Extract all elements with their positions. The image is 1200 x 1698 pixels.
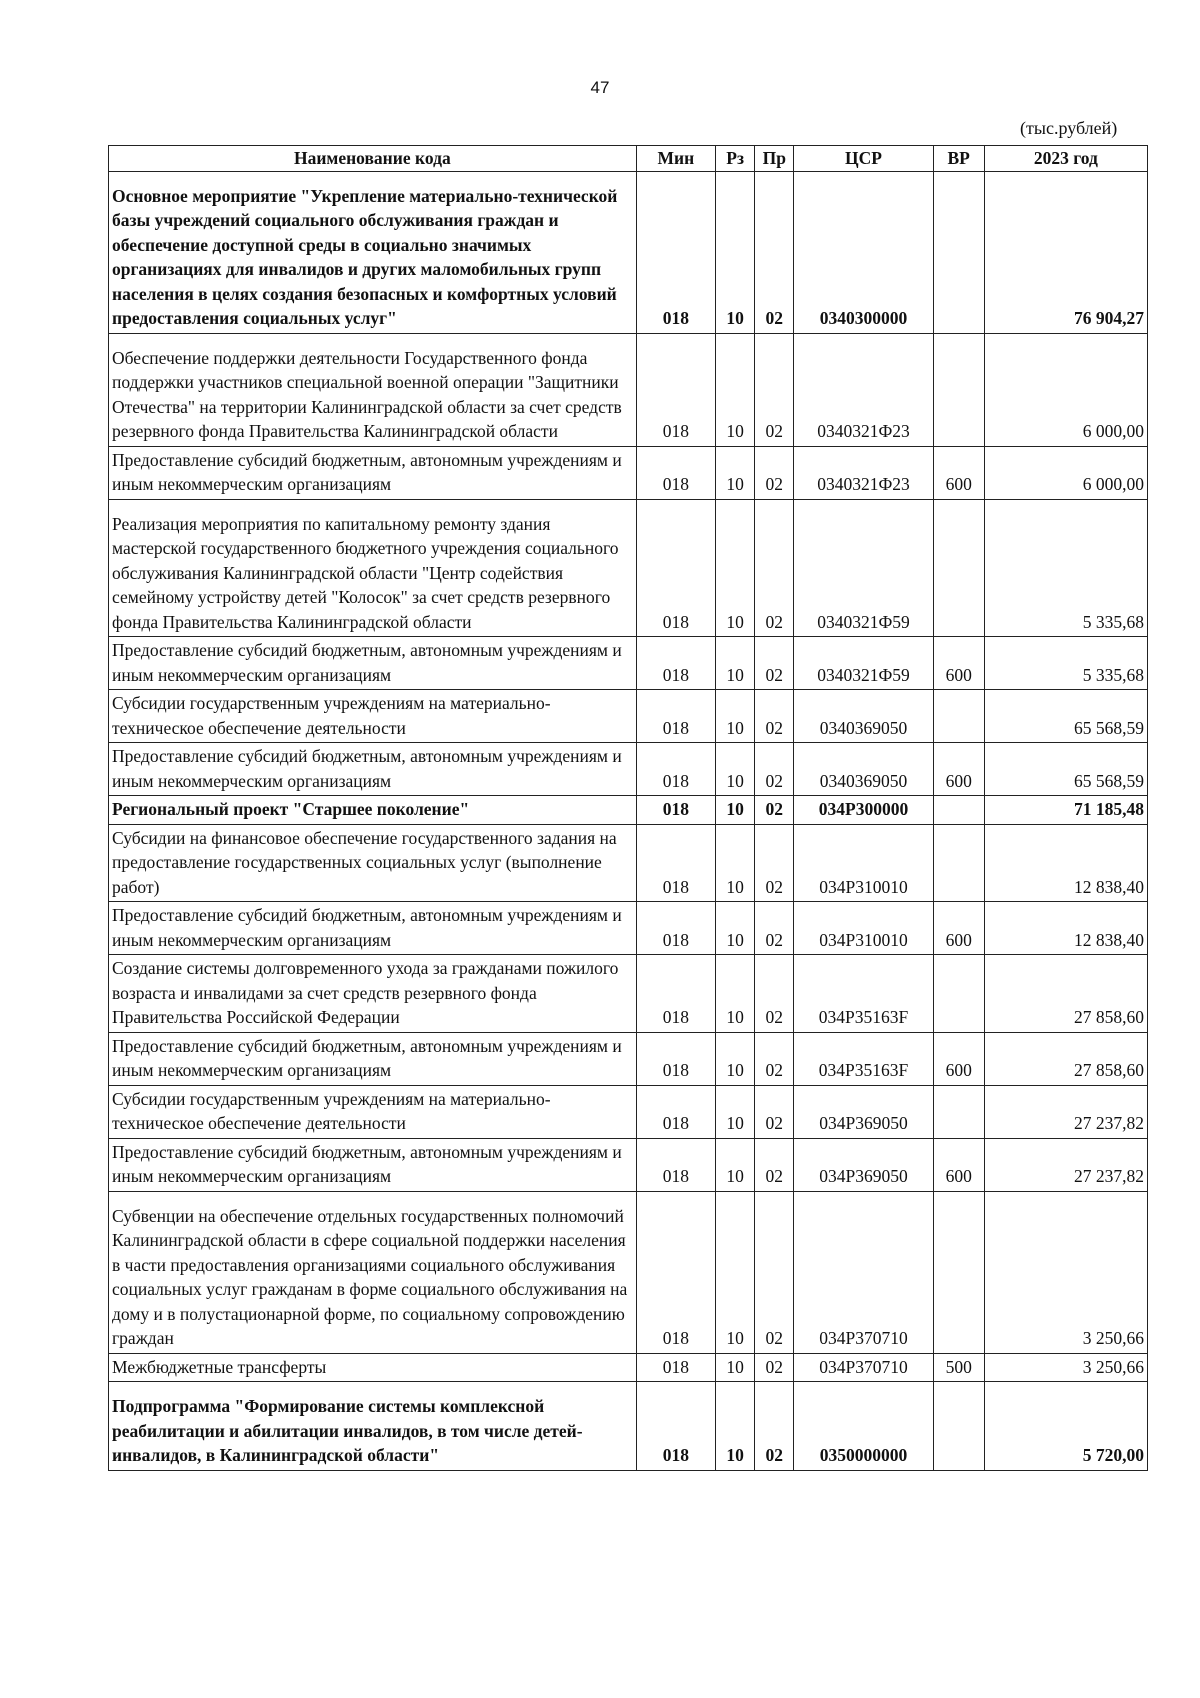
row-min: 018 [636,902,715,955]
row-pr: 02 [755,743,794,796]
row-pr: 02 [755,171,794,333]
row-rz: 10 [716,796,755,825]
row-csr: 034P310010 [794,902,933,955]
row-name: Предоставление субсидий бюджетным, автономным учреждениям и иным некоммерческим организациям [109,902,637,955]
row-min: 018 [636,1382,715,1471]
header-vr: ВР [933,146,984,172]
table-row [109,1138,1148,1191]
row-rz: 10 [716,1353,755,1382]
row-name: Региональный проект "Старшее поколение" [109,796,637,825]
table-header-row [109,146,1148,172]
header-csr: ЦСР [794,146,933,172]
header-year: 2023 год [984,146,1147,172]
table-row [109,690,1148,743]
row-pr: 02 [755,955,794,1033]
row-min: 018 [636,1032,715,1085]
row-name: Основное мероприятие "Укрепление материально-технической базы учреждений социального обслуживания граждан и обеспечение доступной среды в социально значимых организациях для инвалидов и других маломобильных групп населения в целях создания безопасных и комфортных условий предоставления социальных услуг" [109,171,637,333]
row-csr: 034P35163F [794,955,933,1033]
row-rz: 10 [716,333,755,446]
table-row [109,637,1148,690]
row-amount: 71 185,48 [984,796,1147,825]
row-amount: 12 838,40 [984,902,1147,955]
row-pr: 02 [755,1191,794,1353]
row-min: 018 [636,690,715,743]
row-csr: 0340300000 [794,171,933,333]
row-vr: 600 [933,1138,984,1191]
table-row [109,743,1148,796]
header-pr: Пр [755,146,794,172]
row-min: 018 [636,955,715,1033]
row-rz: 10 [716,690,755,743]
row-pr: 02 [755,902,794,955]
row-amount: 5 720,00 [984,1382,1147,1471]
row-pr: 02 [755,796,794,825]
row-min: 018 [636,637,715,690]
row-csr: 034P35163F [794,1032,933,1085]
table-row [109,902,1148,955]
row-name: Субсидии государственным учреждениям на материально-техническое обеспечение деятельности [109,690,637,743]
row-pr: 02 [755,1085,794,1138]
row-pr: 02 [755,637,794,690]
row-name: Предоставление субсидий бюджетным, автономным учреждениям и иным некоммерческим организациям [109,1032,637,1085]
row-amount: 6 000,00 [984,446,1147,499]
header-rz: Рз [716,146,755,172]
row-min: 018 [636,1085,715,1138]
table-row [109,796,1148,825]
row-min: 018 [636,1191,715,1353]
row-csr: 0340321Ф23 [794,333,933,446]
row-csr: 034P300000 [794,796,933,825]
row-amount: 12 838,40 [984,824,1147,902]
row-vr [933,796,984,825]
row-csr: 0340369050 [794,743,933,796]
table-row [109,1191,1148,1353]
row-pr: 02 [755,446,794,499]
row-rz: 10 [716,499,755,637]
row-rz: 10 [716,902,755,955]
row-name: Предоставление субсидий бюджетным, автономным учреждениям и иным некоммерческим организациям [109,446,637,499]
table-row [109,1382,1148,1471]
table-row [109,446,1148,499]
page-number: 47 [590,78,610,97]
row-amount: 3 250,66 [984,1191,1147,1353]
table-row [109,171,1148,333]
row-rz: 10 [716,1032,755,1085]
row-amount: 6 000,00 [984,333,1147,446]
row-vr [933,499,984,637]
row-rz: 10 [716,1085,755,1138]
row-rz: 10 [716,743,755,796]
row-vr [933,690,984,743]
row-pr: 02 [755,1353,794,1382]
row-min: 018 [636,171,715,333]
table-row [109,955,1148,1033]
row-rz: 10 [716,171,755,333]
row-csr: 034P310010 [794,824,933,902]
row-vr [933,1085,984,1138]
row-csr: 0340321Ф59 [794,637,933,690]
row-name: Предоставление субсидий бюджетным, автономным учреждениям и иным некоммерческим организациям [109,1138,637,1191]
table-body [109,171,1148,1470]
row-rz: 10 [716,637,755,690]
header-min: Мин [636,146,715,172]
table-row [109,499,1148,637]
row-amount: 5 335,68 [984,637,1147,690]
row-pr: 02 [755,1138,794,1191]
row-min: 018 [636,824,715,902]
row-vr: 600 [933,637,984,690]
row-amount: 3 250,66 [984,1353,1147,1382]
row-csr: 034P370710 [794,1353,933,1382]
row-pr: 02 [755,1382,794,1471]
row-csr: 034P369050 [794,1085,933,1138]
row-csr: 0350000000 [794,1382,933,1471]
row-rz: 10 [716,1138,755,1191]
row-pr: 02 [755,824,794,902]
row-amount: 27 237,82 [984,1085,1147,1138]
table-row [109,1032,1148,1085]
row-csr: 034P369050 [794,1138,933,1191]
row-vr [933,1191,984,1353]
row-vr: 600 [933,446,984,499]
row-pr: 02 [755,690,794,743]
units-label: (тыс.рублей) [1020,118,1118,138]
row-pr: 02 [755,1032,794,1085]
row-amount: 65 568,59 [984,690,1147,743]
row-amount: 5 335,68 [984,499,1147,637]
row-min: 018 [636,1138,715,1191]
row-min: 018 [636,446,715,499]
row-amount: 27 858,60 [984,1032,1147,1085]
table-row [109,1353,1148,1382]
row-rz: 10 [716,1382,755,1471]
row-vr: 600 [933,902,984,955]
row-csr: 0340321Ф59 [794,499,933,637]
row-vr [933,824,984,902]
row-name: Субсидии на финансовое обеспечение государственного задания на предоставление государственных социальных услуг (выполнение работ) [109,824,637,902]
row-csr: 0340369050 [794,690,933,743]
row-pr: 02 [755,333,794,446]
row-name: Обеспечение поддержки деятельности Государственного фонда поддержки участников специальной военной операции "Защитники Отечества" на территории Калининградской области за счет средств резервного фонда Правительства Калининградской области [109,333,637,446]
row-rz: 10 [716,955,755,1033]
row-name: Реализация мероприятия по капитальному ремонту здания мастерской государственного бюджетного учреждения социального обслуживания Калининградской области "Центр содействия семейному устройству детей "Колосок" за счет средств резервного фонда Правительства Калининградской области [109,499,637,637]
row-pr: 02 [755,499,794,637]
row-rz: 10 [716,446,755,499]
row-vr: 600 [933,743,984,796]
row-amount: 27 858,60 [984,955,1147,1033]
row-min: 018 [636,743,715,796]
row-name: Предоставление субсидий бюджетным, автономным учреждениям и иным некоммерческим организациям [109,637,637,690]
row-vr [933,333,984,446]
row-min: 018 [636,499,715,637]
row-vr: 600 [933,1032,984,1085]
header-name: Наименование кода [109,146,637,172]
row-min: 018 [636,796,715,825]
row-amount: 27 237,82 [984,1138,1147,1191]
row-amount: 76 904,27 [984,171,1147,333]
row-name: Создание системы долговременного ухода за гражданами пожилого возраста и инвалидами за счет средств резервного фонда Правительства Российской Федерации [109,955,637,1033]
row-min: 018 [636,1353,715,1382]
row-vr [933,171,984,333]
row-csr: 034P370710 [794,1191,933,1353]
row-name: Субсидии государственным учреждениям на материально-техническое обеспечение деятельности [109,1085,637,1138]
table-row [109,1085,1148,1138]
row-name: Подпрограмма "Формирование системы комплексной реабилитации и абилитации инвалидов, в том числе детей-инвалидов, в Калининградской области" [109,1382,637,1471]
row-vr [933,1382,984,1471]
row-name: Межбюджетные трансферты [109,1353,637,1382]
budget-table [108,145,1148,1471]
row-vr [933,955,984,1033]
row-csr: 0340321Ф23 [794,446,933,499]
row-rz: 10 [716,1191,755,1353]
row-amount: 65 568,59 [984,743,1147,796]
row-name: Субвенции на обеспечение отдельных государственных полномочий Калининградской области в сфере социальной поддержки населения в части предоставления организациями социального обслуживания социальных услуг гражданам в форме социального обслуживания на дому и в полустационарной форме, по социальному сопровождению граждан [109,1191,637,1353]
row-name: Предоставление субсидий бюджетным, автономным учреждениям и иным некоммерческим организациям [109,743,637,796]
table-row [109,333,1148,446]
row-vr: 500 [933,1353,984,1382]
row-min: 018 [636,333,715,446]
table-row [109,824,1148,902]
row-rz: 10 [716,824,755,902]
